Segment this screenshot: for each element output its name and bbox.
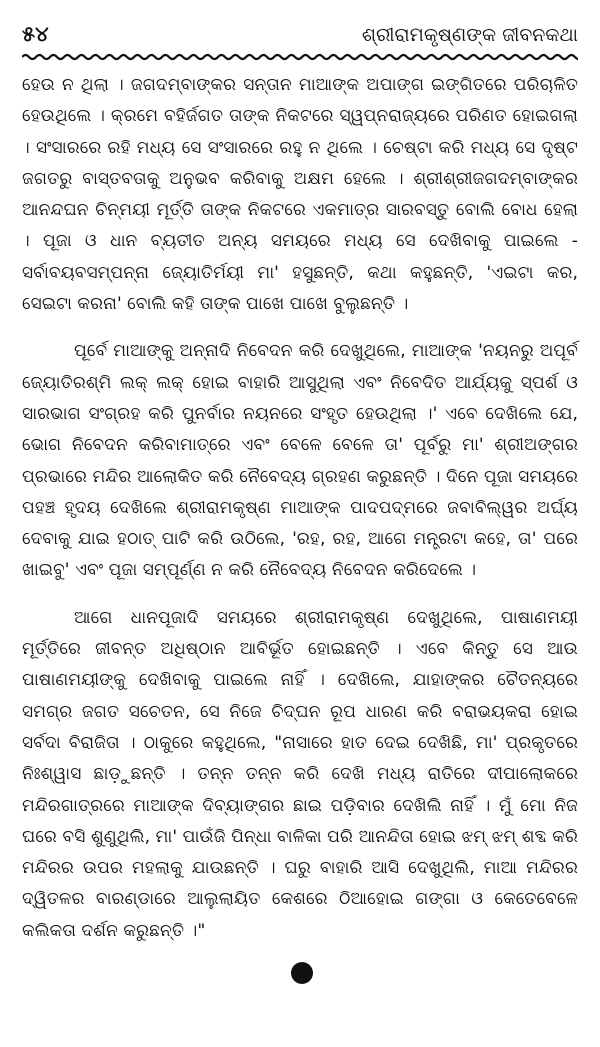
- wavy-rule-divider: [22, 52, 578, 62]
- paragraph: ଆଗେ ଧାନପୂଜାଦି ସମୟରେ ଶ୍ରୀରାମକୃଷ୍ଣ ଦେଖୁଥିଲେ, ପାଷାଣମୟୀ ମୂର୍ତ୍ତିରେ ଜୀବନ୍ତ ଅଧିଷ୍ଠାନ ଆବିର୍ଭୂତ ହୋଇଛନ୍ତି । ଏବେ କିନ୍ତୁ ସେ ଆଉ ପାଷାଣମୟୀଙ୍କୁ ଦେଖିବାକୁ ପାଇଲେ ନାହିଁ । ଦେଖିଲେ, ଯାହାଙ୍କର ଚୈତନ୍ୟରେ ସମଗ୍ର ଜଗତ ସଚେତନ, ସେ ନିଜେ ଚିଦ୍‌ଘନ ରୂପ ଧାରଣ କରି ବରାଭୟକରା ହୋଇ ସର୍ବଦା ବିରାଜିତା । ଠାକୁରେ କହୁଥିଲେ, "ନାସାରେ ହାତ ଦେଇ ଦେଖିଛି, ମା' ପ୍ରକୃତରେ ନିଃଶ୍ୱାସ ଛାଡ଼ୁଛନ୍ତି । ତନ୍ନ ତନ୍ନ କରି ଦେଖି ମଧ୍ୟ ରାତିରେ ଦୀପାଲୋକରେ ମନ୍ଦିରଗାତ୍ରରେ ମାଆଙ୍କ ଦିବ୍ୟାଙ୍ଗର ଛାଇ ପଡ଼ିବାର ଦେଖିଲି ନାହିଁ । ମୁଁ ମୋ ନିଜ ଘରେ ବସି ଶୁଣୁଥିଲି, ମା' ପାଉଁଜି ପିନ୍ଧା ବାଳିକା ପରି ଆନନ୍ଦିତା ହୋଇ ଝମ୍ ଝମ୍ ଶବ୍ଦ କରି ମନ୍ଦିରର ଉପର ମହଲାକୁ ଯାଉଛନ୍ତି । ଘରୁ ବାହାରି ଆସି ଦେଖୁଥିଲି, ମାଆ ମନ୍ଦିରର ଦ୍ୱିତଳର ବାରଣ୍ଡାରେ ଆଲୁଲାୟିତ କେଶରେ ଠିଆହୋଇ ଗଙ୍ଗା ଓ କେତେବେଳେ କଲିକତା ଦର୍ଶନ କରୁଛନ୍ତି ।": [22, 607, 578, 941]
- paragraph: ହେଉ ନ ଥିଲା । ଜଗଦମ୍ବାଙ୍କର ସନ୍ତାନ ମାଆଙ୍କ ଅପାଙ୍ଗ ଇଙ୍ଗିତରେ ପରିଚାଳିତ ହେଉଥିଲେ । କ୍ରମେ ବହିର୍ଜଗତ ତାଙ୍କ ନିକଟରେ ସ୍ୱପ୍ନରାଜ୍ୟରେ ପରିଣତ ହୋଇଗଲା । ସଂସାରରେ ରହି ମଧ୍ୟ ସେ ସଂସାରରେ ରହୁ ନ ଥିଲେ । ଚେଷ୍ଟା କରି ମଧ୍ୟ ସେ ଦୃଷ୍ଟ ଜଗତରୁ ବାସ୍ତବତାକୁ ଅନୁଭବ କରିବାକୁ ଅକ୍ଷମ ହେଲେ । ଶ୍ରୀଶ୍ରୀଜଗଦମ୍ବାଙ୍କର ଆନନ୍ଦଘନ ଚିନ୍ମୟୀ ମୂର୍ତ୍ତି ତାଙ୍କ ନିକଟରେ ଏକମାତ୍ର ସାରବସ୍ତୁ ବୋଲି ବୋଧ ହେଲା । ପୂଜା ଓ ଧାନ ବ୍ୟତୀତ ଅନ୍ୟ ସମୟରେ ମଧ୍ୟ ସେ ଦେଖିବାକୁ ପାଇଲେ - ସର୍ବାବୟବସମ୍ପନ୍ନା ଜ୍ୟୋତିର୍ମୟୀ ମା' ହସୁଛନ୍ତି, କଥା କହୁଛନ୍ତି, 'ଏଇଟା କର, ସେଇଟା କରନା' ବୋଲି କହି ତାଙ୍କ ପାଖେ ପାଖେ ବୁଲୁଛନ୍ତି ।: [22, 75, 578, 315]
- paragraph: ପୂର୍ବେ ମାଆଙ୍କୁ ଅନ୍ନାଦି ନିବେଦନ କରି ଦେଖୁଥିଲେ, ମାଆଙ୍କ 'ନୟନରୁ ଅପୂର୍ବ ଜ୍ୟୋତିରଶ୍ମି ଲକ୍ ଲକ୍ ହୋଇ ବାହାରି ଆସୁଥିଲା ଏବଂ ନିବେଦିତ ଆର୍ଯ୍ୟକୁ ସ୍ପର୍ଶ ଓ ସାରଭାଗ ସଂଗ୍ରହ କରି ପୁନର୍ବାର ନୟନରେ ସଂହୃତ ହେଉଥିଲା ।' ଏବେ ଦେଖିଲେ ଯେ, ଭୋଗ ନିବେଦନ କରିବାମାତ୍ରେ ଏବଂ ବେଳେ ବେଳେ ତା' ପୂର୍ବରୁ ମା' ଶ୍ରୀଅଙ୍ଗର ପ୍ରଭାରେ ମନ୍ଦିର ଆଲୋକିତ କରି ନୈବେଦ୍ୟ ଗ୍ରହଣ କରୁଛନ୍ତି । ଦିନେ ପୂଜା ସମୟରେ ପହଞ୍ଚ ହୃଦୟ ଦେଖିଲେ ଶ୍ରୀରାମକୃଷ୍ଣ ମାଆଙ୍କ ପାଦପଦ୍ମରେ ଜବାବିଲ୍ୱର ଅର୍ଘ୍ୟ ଦେବାକୁ ଯାଇ ହଠାତ୍ ପାଟି କରି ଉଠିଲେ, 'ରହ, ରହ, ଆଗେ ମନ୍ତ୍ରଟା କହେ, ତା' ପରେ ଖାଇବୁ' ଏବଂ ପୂଜା ସମ୍ପୂର୍ଣ୍ଣ ନ କରି ନୈବେଦ୍ୟ ନିବେଦନ କରିଦେଲେ ।: [22, 341, 578, 581]
- page-number: ୫୪: [22, 22, 49, 46]
- body-text: [22, 70, 578, 963]
- running-title: ଶ୍ରୀରାମକୃଷ୍ଣଙ୍କ ଜୀବନକଥା: [361, 24, 578, 46]
- page-header: [22, 0, 578, 56]
- end-ornament-dot: [291, 962, 313, 984]
